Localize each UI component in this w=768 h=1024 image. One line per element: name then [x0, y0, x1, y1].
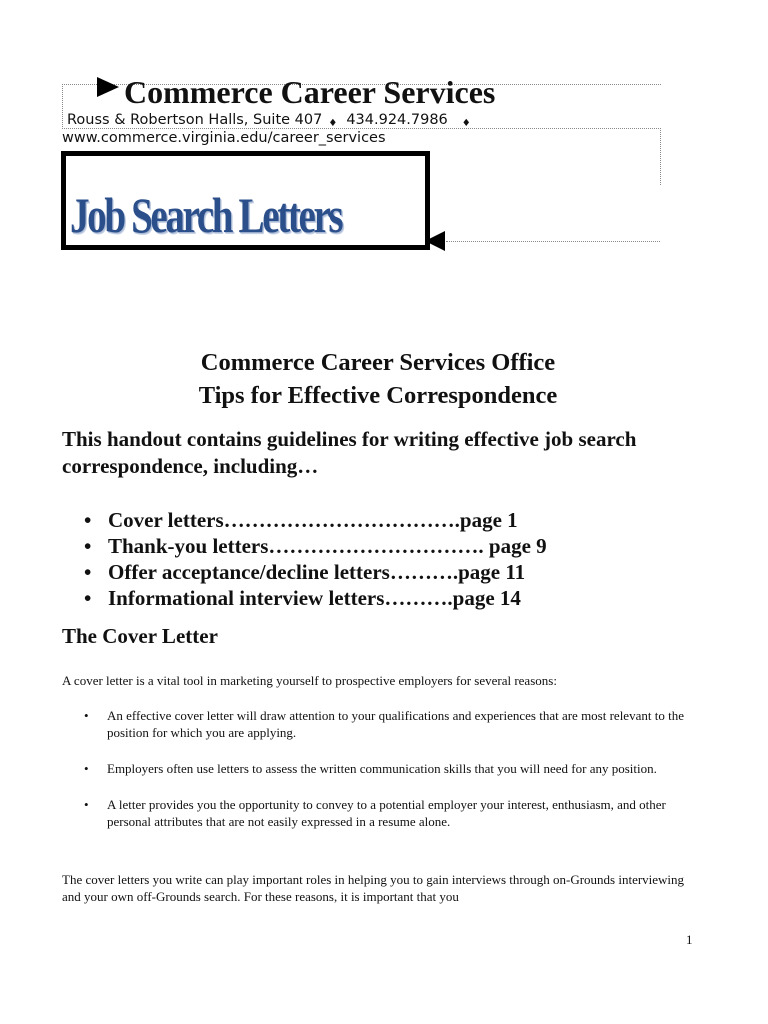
- address-text: Rouss & Robertson Halls, Suite 407: [67, 112, 323, 128]
- left-arrow-icon: [425, 231, 445, 251]
- address-line: [67, 112, 480, 128]
- list-item: • An effective cover letter will draw attention to your qualifications and experiences that are most relevant to the position for which you are applying.: [62, 707, 702, 741]
- reasons-list: [62, 707, 702, 849]
- banner-title: Job Search Letters: [70, 187, 342, 243]
- list-item: • Employers often use letters to assess the written communication skills that you will need for any position.: [62, 760, 702, 777]
- banner-divider: [446, 241, 660, 242]
- section-title-line1: Commerce Career Services Office: [200, 349, 556, 376]
- org-title: Commerce Career Services: [124, 74, 496, 110]
- section-title-line2: Tips for Effective Correspondence: [198, 382, 558, 409]
- cover-letter-heading: The Cover Letter: [62, 624, 218, 648]
- website-url[interactable]: www.commerce.virginia.edu/career_services: [62, 130, 386, 146]
- page-number: 1: [686, 932, 693, 947]
- cover-letter-lead: A cover letter is a vital tool in marketing yourself to prospective employers for several reasons:: [62, 673, 557, 688]
- list-item: • Cover letters…………………………….page 1: [62, 507, 547, 533]
- list-item: • Thank-you letters…………………………. page 9: [62, 533, 547, 559]
- diamond-icon: ♦: [328, 118, 338, 129]
- intro-paragraph: This handout contains guidelines for writing effective job search correspondence, including…: [62, 427, 637, 478]
- contents-list: [62, 507, 547, 611]
- phone-number: 434.924.7986: [346, 112, 448, 128]
- list-item: • A letter provides you the opportunity to convey to a potential employer your interest, enthusiasm, and other personal attributes that are not easily expressed in a resume alone.: [62, 796, 702, 830]
- diamond-icon: ♦: [461, 118, 471, 129]
- list-item: • Offer acceptance/decline letters……….page 11: [62, 559, 547, 585]
- right-arrow-icon: [97, 77, 119, 97]
- closing-paragraph: The cover letters you write can play important roles in helping you to gain interviews through on-Grounds interviewing and your own off-Grounds search. For these reasons, it is important that you: [62, 872, 685, 904]
- list-item: • Informational interview letters……….page 14: [62, 585, 547, 611]
